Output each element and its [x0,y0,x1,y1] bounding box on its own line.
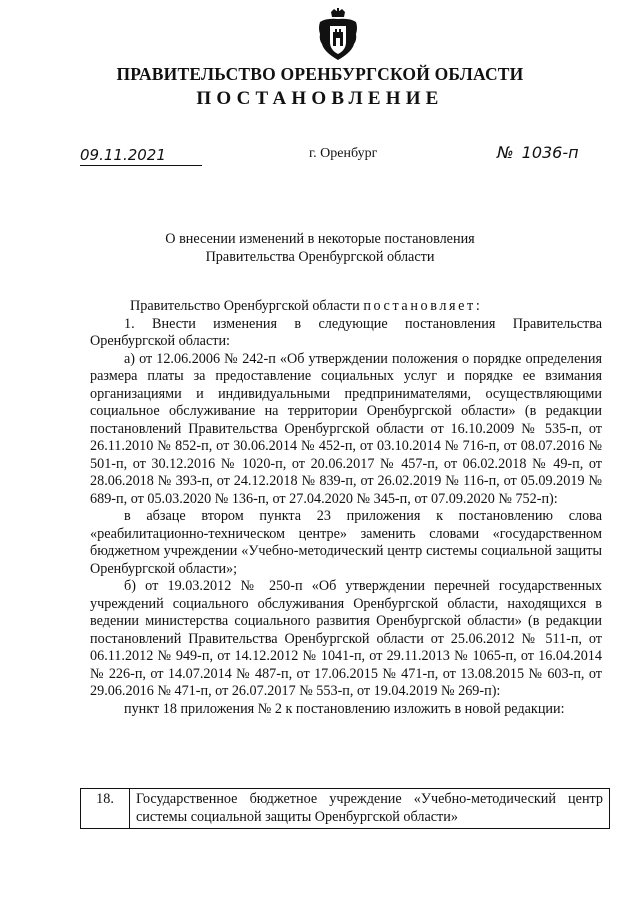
intro-prefix: Правительство Оренбургской области [130,298,364,314]
number-sign: № [497,143,514,162]
intro-paragraph [90,298,602,316]
table-row [81,789,610,829]
subject-line-1: О внесении изменений в некоторые постановления [165,231,475,247]
document-city: г. Оренбург [309,146,378,161]
number-value: 1036-п [521,143,579,162]
row-number: 18. [81,789,130,829]
paragraph-b-change: пункт 18 приложения № 2 к постановлению изложить в новой редакции: [124,700,565,717]
organization-title: ПРАВИТЕЛЬСТВО ОРЕНБУРГСКОЙ ОБЛАСТИ [116,64,524,84]
document-body [90,298,602,718]
document-subject [0,230,640,266]
document-date: 09.11.2021 [80,146,202,166]
row-text: Государственное бюджетное учреждение «Учебно-методический центр системы социальной защиты Оренбургской области» [130,789,610,829]
intro-resolves: постановляет: [363,298,483,314]
paragraph-b: б) от 19.03.2012 № 250-п «Об утверждении перечней государственных учреждений социального обслуживания Оренбургской области, находящихся в ведении министерства социального развития Оренбургской области» (в редакции постановлений Правительства Оренбургской области от 25.06.2012 № 511-п, от 06.11.2012 № 949-п, от 14.12.2012 № 1041-п, от 29.11.2013 № 1065-п, от 16.04.2014 № 226-п, от 14.07.2014 № 487-п, от 17.06.2015 № 471-п, от 13.08.2015 № 603-п, от 29.06.2016 № 471-п, от 26.07.2017 № 553-п, от 19.04.2019 № 269-п): [90,578,602,699]
paragraph-a-change: в абзаце втором пункта 23 приложения к постановлению слова «реабилитационно-техническом центре» заменить словами «государственном бюджетном учреждении «Учебно-методический центр системы социальной защиты Оренбургской области»; [90,508,602,577]
coat-of-arms-icon [316,8,360,62]
paragraph-1: 1. Внести изменения в следующие постановления Правительства Оренбургской области: [90,315,602,349]
document-type: ПОСТАНОВЛЕНИЕ [196,88,444,109]
document-number [497,143,579,162]
new-edition-table [80,788,610,829]
paragraph-a: а) от 12.06.2006 № 242-п «Об утверждении положения о порядке определения размера платы за предоставление социальных услуг и порядке ее взимания организациями и индивидуальными предпринимателями, осуществляющими социальное обслуживание на территории Оренбургской области» (в редакции постановлений Правительства Оренбургской области от 16.10.2009 № 535-п, от 26.11.2010 № 852-п, от 30.06.2014 № 452-п, от 03.10.2014 № 716-п, от 08.07.2016 № 501-п, от 30.12.2016 № 1020-п, от 20.06.2017 № 457-п, от 06.02.2018 № 49-п, от 28.06.2018 № 393-п, от 24.12.2018 № 839-п, от 26.02.2019 № 116-п, от 05.09.2019 № 689-п, от 05.03.2020 № 136-п, от 27.04.2020 № 345-п, от 07.09.2020 № 752-п): [90,350,602,507]
subject-line-2: Правительства Оренбургской области [205,249,435,265]
